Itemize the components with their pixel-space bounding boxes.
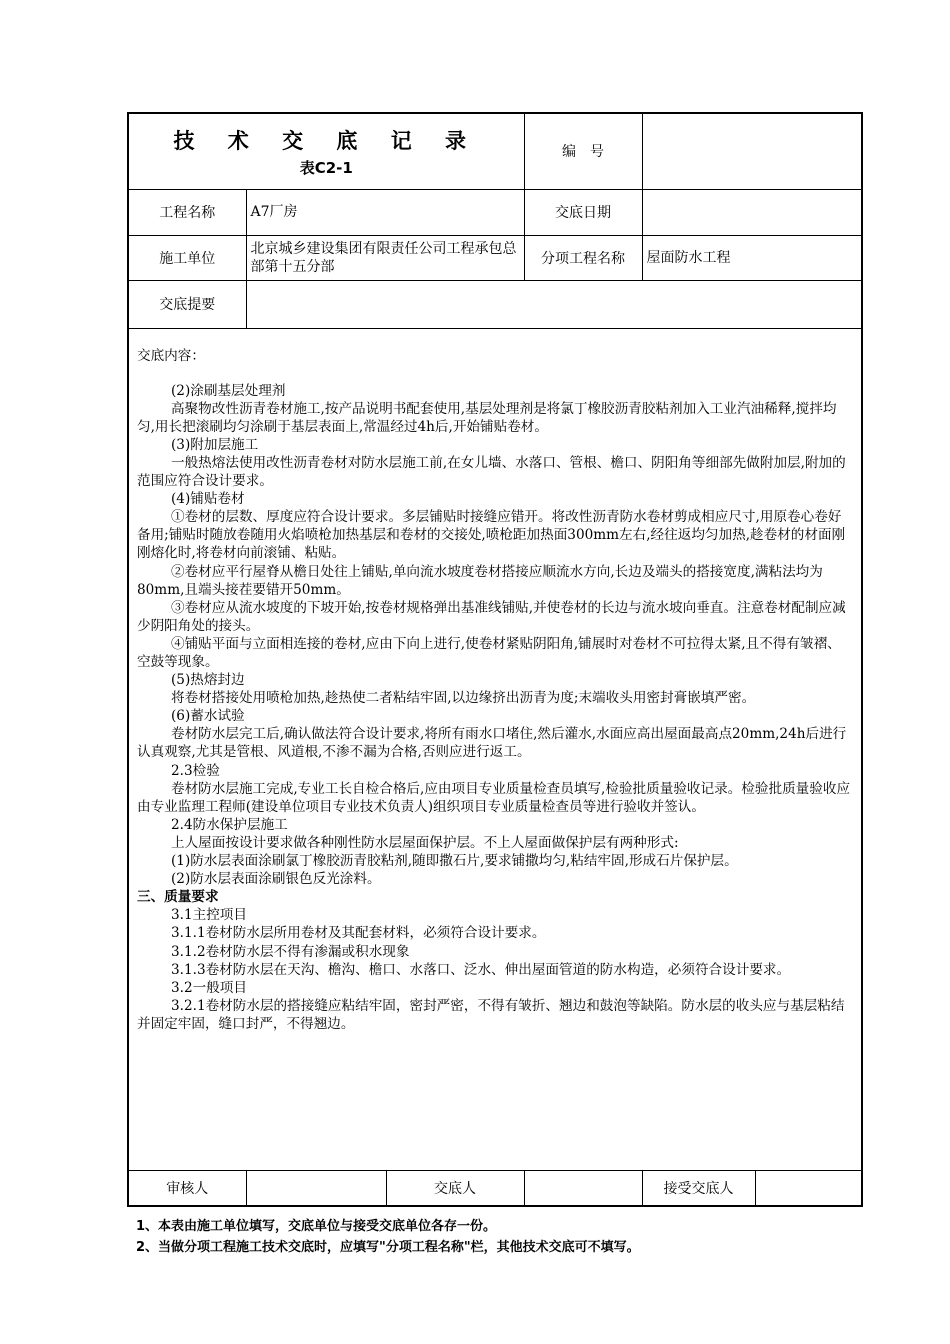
content-paragraph: 一般热熔法使用改性沥青卷材对防水层施工前,在女儿墙、水落口、管根、檐口、阴阳角等细部先做附加层,附加的范围应符合设计要求。: [137, 454, 846, 490]
project-name-label: 工程名称: [128, 189, 246, 235]
form-title: 技 术 交 底 记 录: [173, 128, 480, 153]
content-lead: 交底内容：: [137, 347, 205, 364]
reviewer-field[interactable]: [246, 1170, 386, 1206]
content-paragraph: (1)防水层表面涂刷氯丁橡胶沥青胶粘剂,随即撒石片,要求铺撒均匀,粘结牢固,形成石片保护层。: [171, 853, 738, 870]
form-table: [127, 112, 863, 1207]
content-paragraph: 3.2.1卷材防水层的搭接缝应粘结牢固，密封严密，不得有皱折、翘边和鼓泡等缺陷。防水层的收头应与基层粘结并固定牢固，缝口封严，不得翘边。: [137, 997, 845, 1032]
content-paragraph: (3)附加层施工: [171, 436, 259, 453]
content-lines: [137, 382, 853, 1033]
content-paragraph: 将卷材搭接处用喷枪加热,趁热使二者粘结牢固,以边缘挤出沥青为度;末端收头用密封膏嵌填严密。: [171, 690, 756, 707]
reviewer-label: 审核人: [128, 1170, 246, 1206]
receiver-field[interactable]: [755, 1170, 862, 1206]
content-paragraph: (5)热熔封边: [171, 672, 245, 689]
content-paragraph: 卷材防水层施工完成,专业工长自检合格后,应由项目专业质量检查员填写,检验批质量验收记录。检验批质量验收应由专业监理工程师(建设单位项目专业技术负责人)组织项目专业质量检查员等进行验收并签认。: [137, 780, 851, 815]
subproject-label: 分项工程名称: [524, 235, 642, 280]
date-label: 交底日期: [524, 189, 642, 235]
content-paragraph: 3.1主控项目: [171, 907, 247, 924]
content-paragraph: 3.1.2卷材防水层不得有渗漏或积水现象: [171, 943, 410, 960]
content-paragraph: 高聚物改性沥青卷材施工,按产品说明书配套使用,基层处理剂是将氯丁橡胶沥青胶粘剂加入工业汽油稀释,搅拌均匀,用长把滚刷均匀涂刷于基层表面上,常温经过4h后,开始铺贴卷材。: [137, 400, 837, 435]
date-field[interactable]: [642, 189, 862, 235]
content-paragraph: ③卷材应从流水坡度的下坡开始,按卷材规格弹出基准线铺贴,并使卷材的长边与流水坡向垂直。注意卷材配制应减少阴阳角处的接头。: [137, 599, 846, 634]
presenter-field[interactable]: [524, 1170, 642, 1206]
content-paragraph: (6)蓄水试验: [171, 708, 245, 725]
technical-briefing-form: [127, 112, 861, 1207]
content-paragraph: 2.3检验: [171, 762, 220, 779]
content-paragraph: (2)涂刷基层处理剂: [171, 382, 286, 399]
content-paragraph: 上人屋面按设计要求做各种刚性防水层屋面保护层。不上人屋面做保护层有两种形式:: [171, 834, 679, 851]
form-code: 表C2-1: [299, 158, 353, 177]
title-cell: [128, 113, 524, 189]
content-paragraph: ④铺贴平面与立面相连接的卷材,应由下向上进行,使卷材紧贴阴阳角,铺展时对卷材不可拉得太紧,且不得有皱褶、空鼓等现象。: [137, 635, 841, 670]
briefing-content: [128, 328, 862, 1170]
project-name-field[interactable]: A7厂房: [246, 189, 524, 235]
section-heading: 三、质量要求: [137, 889, 219, 906]
note-2: 2、当做分项工程施工技术交底时，应填写"分项工程名称"栏，其他技术交底可不填写。: [136, 1240, 640, 1255]
contractor-label: 施工单位: [128, 235, 246, 280]
content-paragraph: (4)铺贴卷材: [171, 491, 245, 508]
content-paragraph: 3.2一般项目: [171, 979, 247, 996]
content-paragraph: (2)防水层表面涂刷银色反光涂料。: [171, 871, 381, 888]
number-label: 编 号: [524, 113, 642, 189]
note-1: 1、本表由施工单位填写，交底单位与接受交底单位各存一份。: [136, 1219, 497, 1234]
presenter-label: 交底人: [386, 1170, 524, 1206]
content-paragraph: 3.1.1卷材防水层所用卷材及其配套材料，必须符合设计要求。: [171, 925, 546, 942]
content-paragraph: 卷材防水层完工后,确认做法符合设计要求,将所有雨水口堵住,然后灌水,水面应高出屋面最高点20mm,24h后进行认真观察,尤其是管根、风道根,不渗不漏为合格,否则应进行返工。: [137, 726, 847, 761]
content-paragraph: 2.4防水保护层施工: [171, 816, 288, 833]
number-field[interactable]: [642, 113, 862, 189]
content-paragraph: 3.1.3卷材防水层在天沟、檐沟、檐口、水落口、泛水、伸出屋面管道的防水构造，必须符合设计要求。: [171, 961, 791, 978]
content-paragraph: ②卷材应平行屋脊从檐日处往上铺贴,单向流水坡度卷材搭接应顺流水方向,长边及端头的搭接宽度,满粘法均为80mm,且端头接茬要错开50mm。: [137, 563, 823, 598]
contractor-field[interactable]: 北京城乡建设集团有限责任公司工程承包总部第十五分部: [246, 235, 524, 280]
summary-field[interactable]: [246, 280, 862, 328]
form-notes: [136, 1216, 640, 1258]
receiver-label: 接受交底人: [642, 1170, 755, 1206]
content-paragraph: ①卷材的层数、厚度应符合设计要求。多层铺贴时接缝应错开。将改性沥青防水卷材剪成相应尺寸,用原卷心卷好备用;铺贴时随放卷随用火焰喷枪加热基层和卷材的交接处,喷枪距加热面300mm左右,经往返均匀加热,趁卷材的材面刚刚熔化时,将卷材向前滚铺、粘贴。: [137, 509, 846, 562]
summary-label: 交底提要: [128, 280, 246, 328]
subproject-field[interactable]: 屋面防水工程: [642, 235, 862, 280]
